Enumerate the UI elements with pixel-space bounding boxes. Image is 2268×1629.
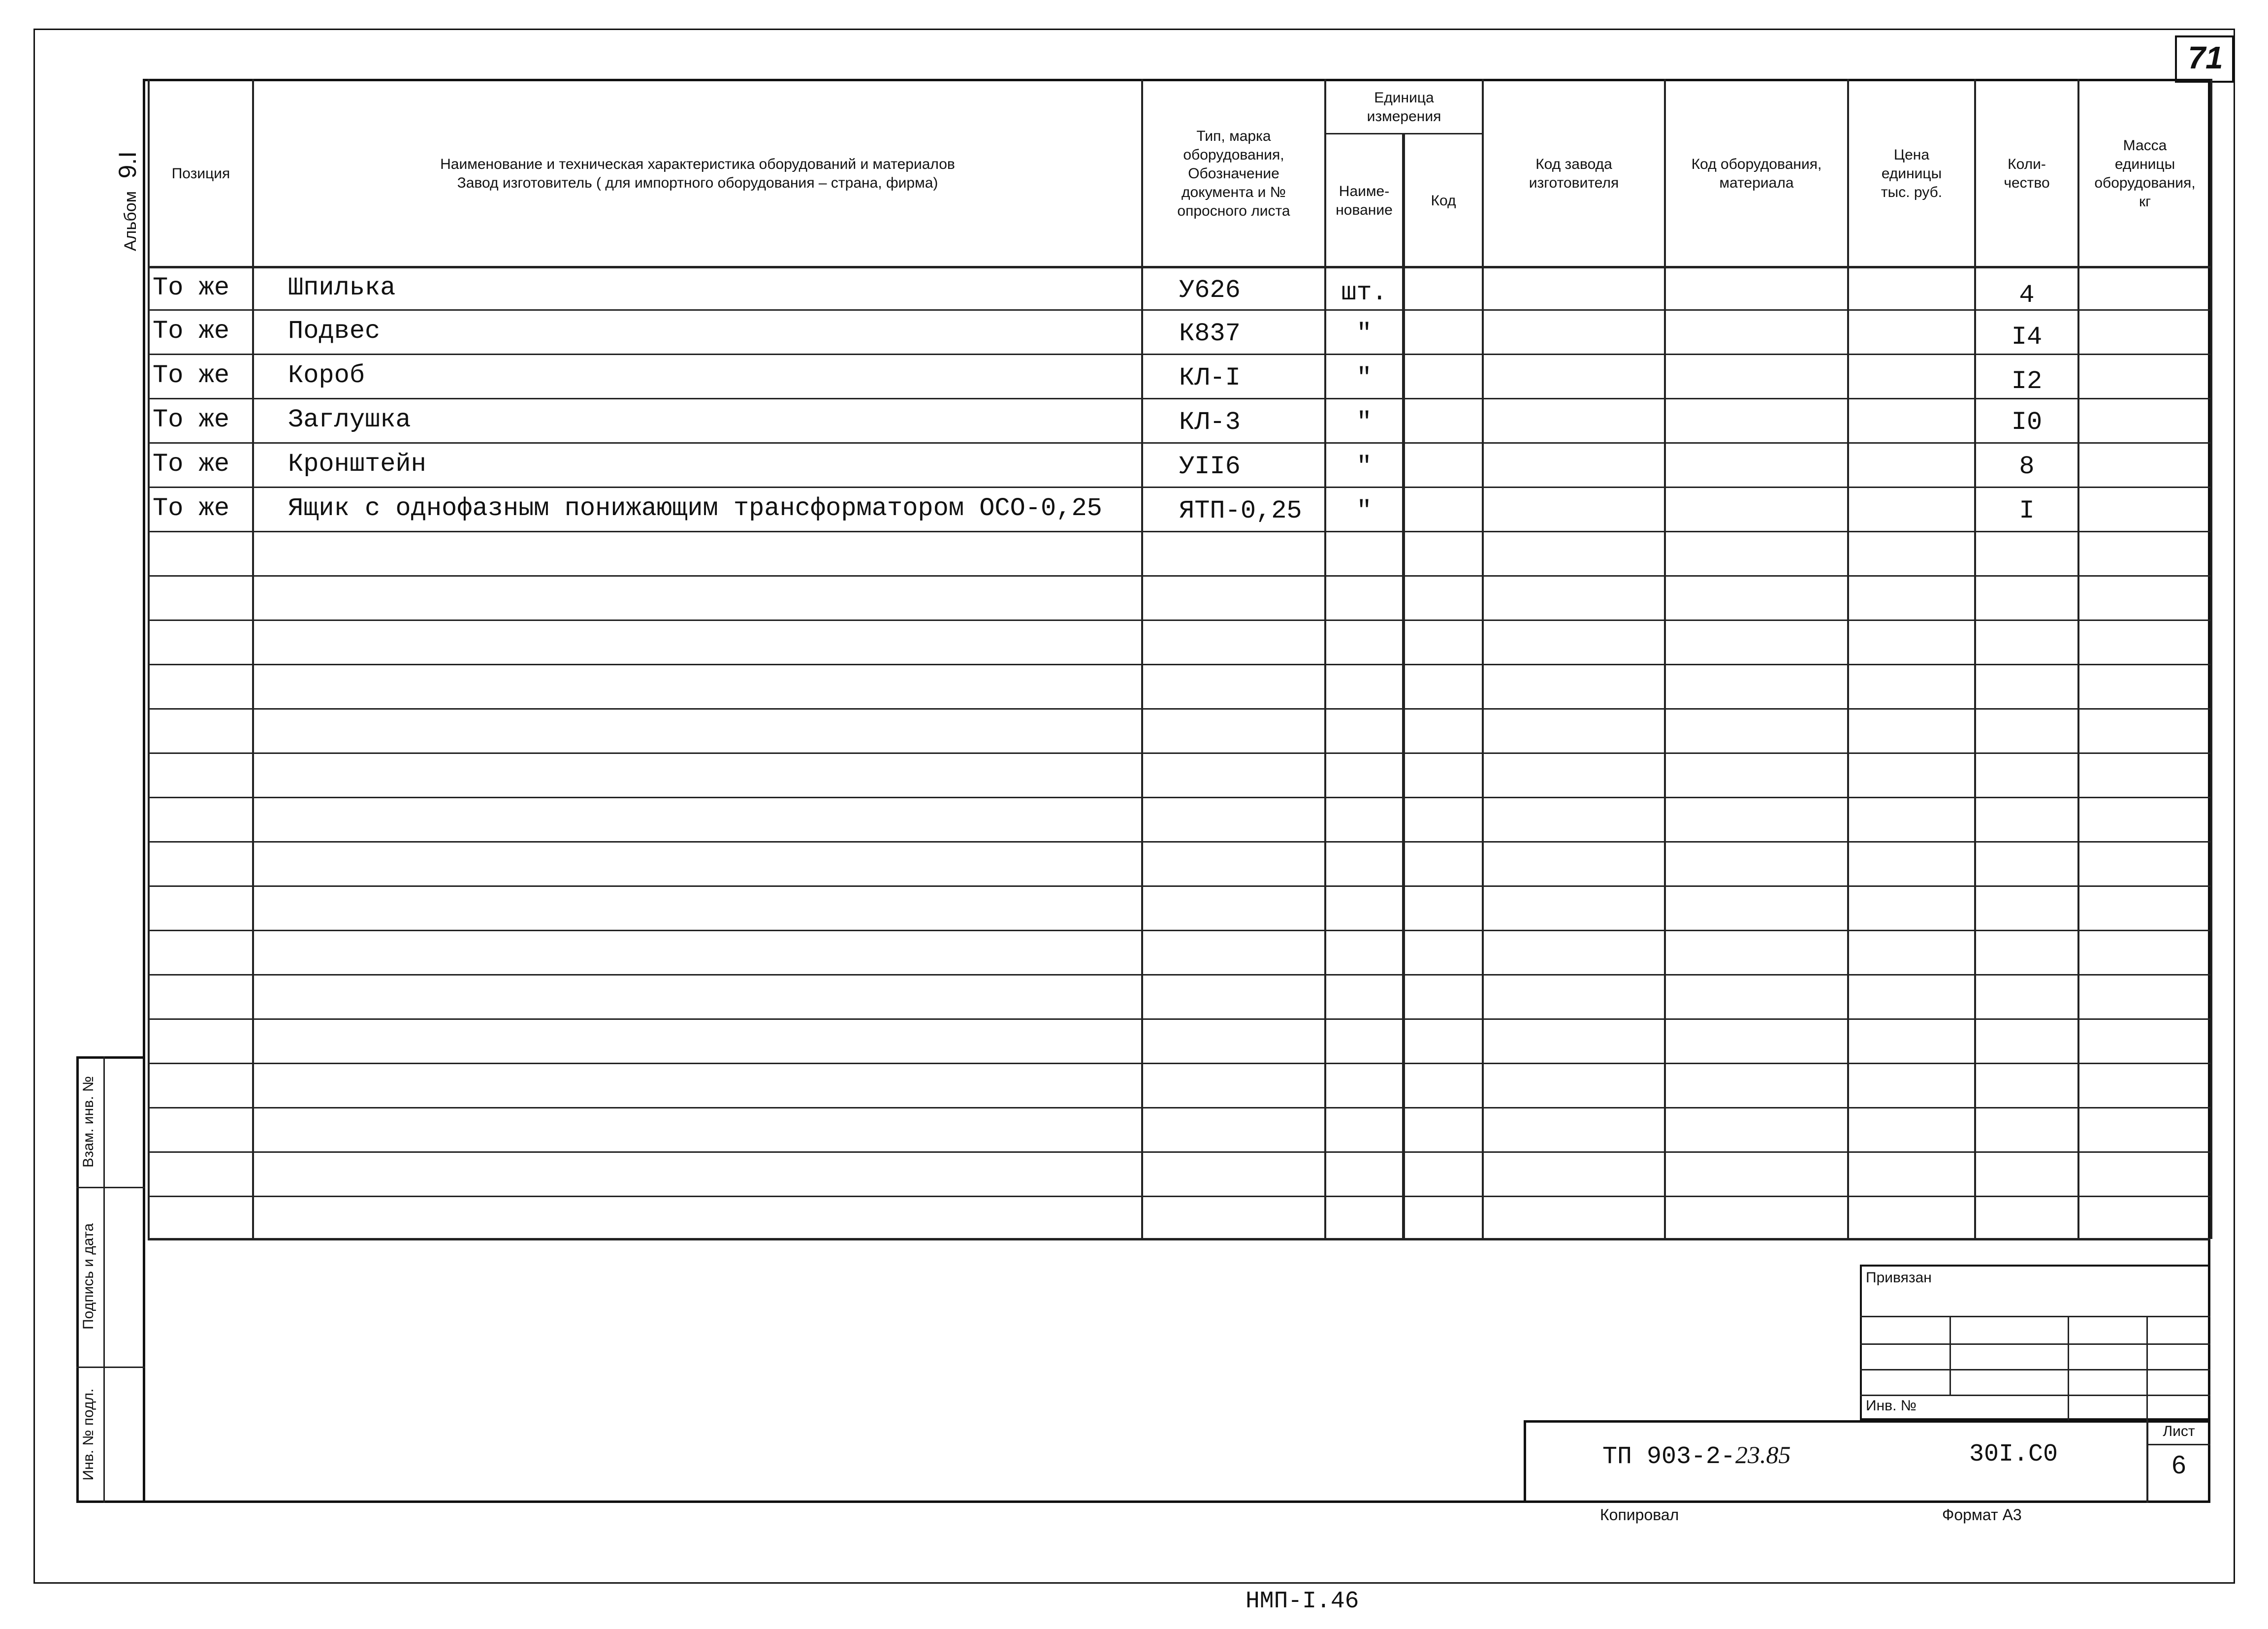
row-line <box>148 930 2210 931</box>
privyazan-col <box>2068 1316 2069 1420</box>
row-unit: " <box>1356 452 1372 481</box>
format-label: Формат А3 <box>1942 1506 2022 1524</box>
row-name: Короб <box>288 361 365 390</box>
row-name: Ящик с однофазным понижающим трансформатором ОСО-0,25 <box>288 494 1102 523</box>
row-name: Заглушка <box>288 405 411 434</box>
row-line <box>148 664 2210 665</box>
row-name: Подвес <box>288 317 381 346</box>
sheet-number: 6 <box>2172 1451 2186 1479</box>
row-quantity: I0 <box>2011 408 2043 437</box>
row-line <box>148 442 2210 444</box>
row-type: У626 <box>1179 276 1241 305</box>
row-line <box>148 885 2210 887</box>
row-unit: шт. <box>1341 278 1387 307</box>
row-position: То же <box>153 361 230 390</box>
header-unit-code: Код <box>1431 192 1456 209</box>
stamp-divider <box>76 1187 145 1188</box>
header-factory-code: Код завода изготовителя <box>1529 156 1619 191</box>
stamp-divider <box>76 1367 145 1368</box>
header-type: Тип, марка оборудования, Обозначение документа и № опросного листа <box>1177 128 1290 219</box>
privyazan-row <box>1860 1343 2210 1345</box>
header-unit-name: Наиме- нование <box>1336 183 1393 218</box>
copied-label: Копировал <box>1600 1506 1679 1524</box>
row-line <box>148 841 2210 843</box>
row-quantity: 4 <box>2019 281 2035 310</box>
row-line <box>148 487 2210 488</box>
header-name: Наименование и техническая характеристика оборудований и материалов Завод изготовитель ( для импортного оборудования – страна, фирма) <box>440 156 955 191</box>
row-position: То же <box>153 405 230 434</box>
header-equipment-code: Код оборудования, материала <box>1691 156 1822 191</box>
album-label <box>113 153 143 251</box>
privyazan-col <box>1949 1316 1951 1395</box>
stamp-signature-date: Подпись и дата <box>80 1223 96 1330</box>
row-quantity: I4 <box>2011 323 2043 352</box>
album-number: 9.I <box>114 151 141 179</box>
row-position: То же <box>153 494 230 523</box>
row-line <box>148 1107 2210 1108</box>
sheet-box-line <box>2146 1444 2210 1445</box>
row-quantity: I2 <box>2011 367 2043 396</box>
doc-code <box>1602 1440 1791 1471</box>
row-unit: " <box>1356 363 1372 392</box>
header-quantity: Коли- чество <box>2004 156 2050 191</box>
stamp-inner-line <box>103 1056 105 1503</box>
row-type: КЛ-3 <box>1179 408 1241 437</box>
row-line <box>148 974 2210 976</box>
privyazan-label: Привязан <box>1866 1270 1932 1286</box>
privyazan-row <box>1860 1316 2210 1317</box>
privyazan-col <box>2146 1316 2148 1420</box>
page-number: 71 <box>2188 40 2223 75</box>
row-unit: " <box>1356 496 1372 525</box>
header-price: Цена единицы тыс. руб. <box>1881 146 1943 200</box>
row-line <box>148 1151 2210 1153</box>
privyazan-row <box>1860 1395 2210 1396</box>
row-line <box>148 309 2210 311</box>
row-line <box>148 619 2210 621</box>
row-position: То же <box>153 317 230 346</box>
row-line <box>148 797 2210 798</box>
row-position: То же <box>153 450 230 479</box>
sheet-code: 30I.C0 <box>1969 1440 2058 1468</box>
row-line <box>148 1196 2210 1197</box>
row-line <box>148 398 2210 399</box>
header-position: Позиция <box>171 165 230 182</box>
stamp-original-inv: Инв. № подл. <box>80 1388 96 1481</box>
table-bottom-line <box>148 1238 2210 1240</box>
doc-code-handwritten: 23.85 <box>1735 1441 1791 1468</box>
row-line <box>148 1018 2210 1020</box>
row-line <box>148 1063 2210 1064</box>
row-quantity: I <box>2019 496 2035 525</box>
row-type: КЛ-I <box>1179 363 1241 392</box>
stamp-replacement-inv: Взам. инв. № <box>80 1076 96 1168</box>
unit-group-divider <box>1324 133 1482 134</box>
row-type: ЯТП-0,25 <box>1179 496 1302 525</box>
sheet-label: Лист <box>2163 1423 2195 1439</box>
bottom-code: НМП-I.46 <box>1246 1588 1359 1615</box>
sheet-box-divider <box>2146 1420 2148 1503</box>
header-mass: Масса единицы оборудования, кг <box>2094 137 2196 210</box>
row-name: Кронштейн <box>288 450 426 479</box>
row-quantity: 8 <box>2019 452 2035 481</box>
row-type: К837 <box>1179 319 1241 348</box>
row-name: Шпилька <box>288 273 396 302</box>
privyazan-block <box>1860 1265 2210 1420</box>
inv-no-label: Инв. № <box>1866 1398 1917 1414</box>
col-line-4 <box>1402 133 1405 1239</box>
privyazan-row <box>1860 1369 2210 1370</box>
doc-code-printed: ТП 903-2- <box>1602 1443 1736 1471</box>
header-unit-group: Единица измерения <box>1367 89 1441 125</box>
row-line <box>148 531 2210 532</box>
row-type: УII6 <box>1179 452 1241 481</box>
album-word: Альбом <box>121 191 140 251</box>
row-line <box>148 708 2210 710</box>
col-line-10 <box>2210 79 2212 1239</box>
row-position: То же <box>153 273 230 302</box>
row-line <box>148 575 2210 577</box>
row-line <box>148 354 2210 355</box>
row-unit: " <box>1356 319 1372 348</box>
row-line <box>148 752 2210 754</box>
row-unit: " <box>1356 408 1372 437</box>
header-bottom-line <box>148 266 2210 268</box>
